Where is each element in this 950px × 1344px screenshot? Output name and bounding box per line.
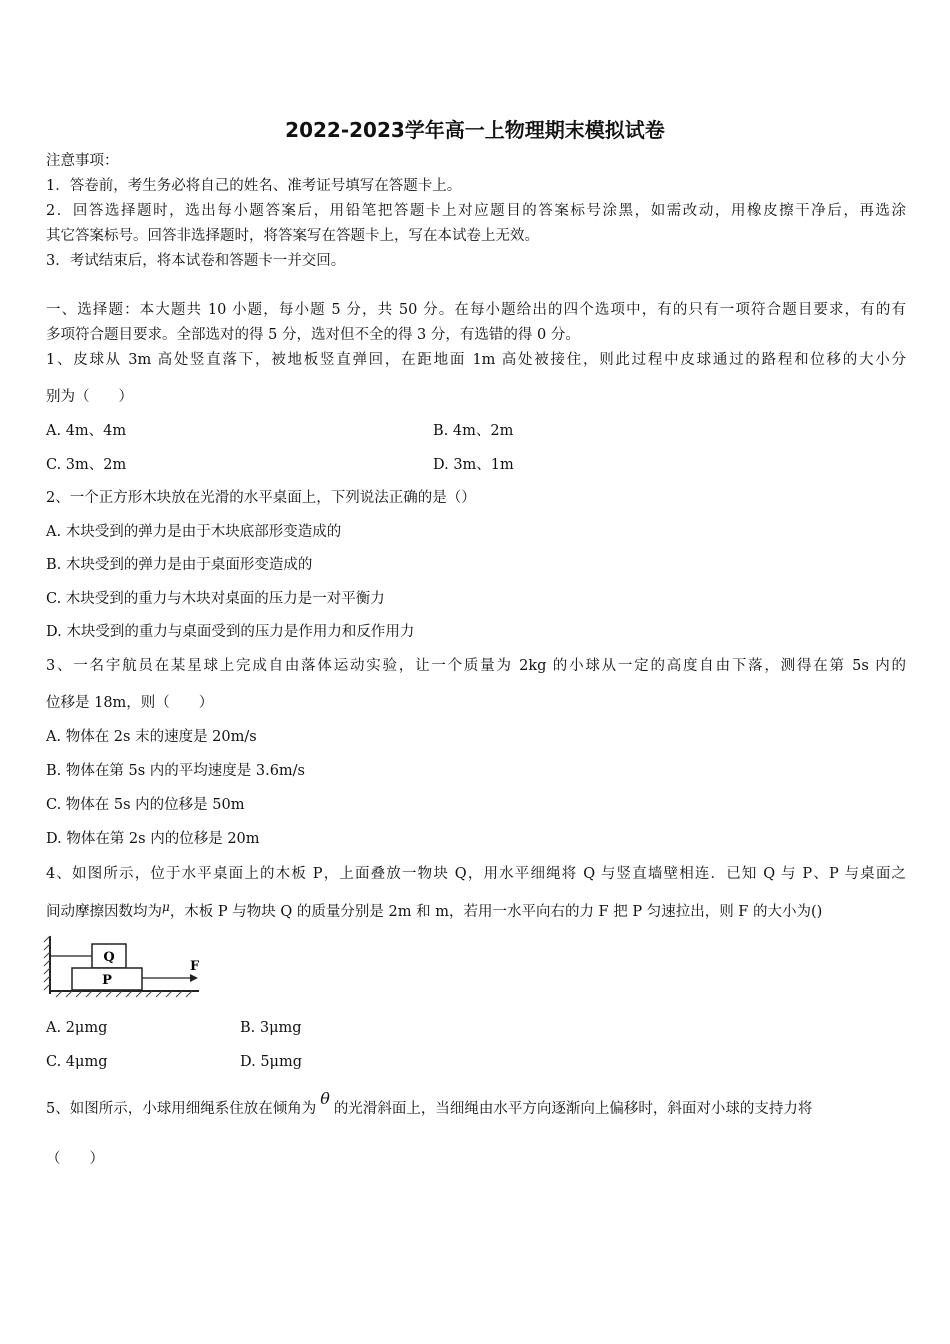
- q2-option-c: C. 木块受到的重力与木块对桌面的压力是一对平衡力: [46, 591, 385, 607]
- theta-symbol: θ: [320, 1089, 330, 1108]
- q4-option-a: A. 2μmg: [46, 1020, 108, 1036]
- section-instructions-line1: 一、选择题：本大题共 10 小题，每小题 5 分，共 50 分。在每小题给出的四个选项中，有的只有一项符合题目要求，有的有: [46, 302, 906, 318]
- q1-option-c: C. 3m、2m: [46, 457, 127, 473]
- force-arrowhead: [190, 974, 198, 982]
- q2-option-b: B. 木块受到的弹力是由于桌面形变造成的: [46, 557, 313, 573]
- board-p-label: P: [102, 973, 112, 988]
- section-instructions-line2: 多项符合题目要求。全部选对的得 5 分，选对但不全的得 3 分，有选错的得 0 分。: [46, 327, 580, 343]
- q5-stem-line1: [46, 1089, 813, 1119]
- mu-symbol: μ: [162, 900, 170, 914]
- q4-figure: [44, 934, 204, 1002]
- block-q-label: Q: [103, 950, 115, 965]
- q1-option-b: B. 4m、2m: [433, 423, 514, 439]
- q3-stem-line2: 位移是 18m，则（ ）: [46, 695, 214, 711]
- q1-option-a: A. 4m、4m: [46, 423, 127, 439]
- notice-item-3: 3．考试结束后，将本试卷和答题卡一并交回。: [46, 253, 346, 269]
- q5-stem-line1-a: 5、如图所示，小球用细绳系住放在倾角为: [46, 1101, 317, 1117]
- q4-option-c: C. 4μmg: [46, 1054, 108, 1070]
- q1-option-d: D. 3m、1m: [433, 457, 514, 473]
- q2-option-a: A. 木块受到的弹力是由于木块底部形变造成的: [46, 524, 342, 540]
- page-title: 2022-2023学年高一上物理期末模拟试卷: [285, 118, 665, 142]
- force-label: F: [190, 959, 200, 974]
- q4-option-d: D. 5μmg: [240, 1054, 303, 1070]
- q4-stem-line2-a: 间动摩擦因数均为: [46, 904, 162, 920]
- q3-stem-line1: 3、一名宇航员在某星球上完成自由落体运动实验，让一个质量为 2kg 的小球从一定的高度自由下落，测得在第 5s 内的: [46, 658, 906, 674]
- notice-item-1: 1．答卷前，考生务必将自己的姓名、准考证号填写在答题卡上。: [46, 178, 462, 194]
- notice-heading: 注意事项：: [46, 153, 119, 169]
- q3-option-b: B. 物体在第 5s 内的平均速度是 3.6m/s: [46, 763, 306, 779]
- q4-stem-line2: [46, 902, 822, 922]
- q4-stem-line2-b: ，木板 P 与物块 Q 的质量分别是 2m 和 m，若用一水平向右的力 F 把 P 匀速拉出，则 F 的大小为(): [169, 904, 823, 920]
- q2-stem: 2、一个正方形木块放在光滑的水平桌面上，下列说法正确的是（）: [46, 490, 476, 506]
- q3-option-a: A. 物体在 2s 末的速度是 20m/s: [46, 729, 257, 745]
- q4-option-b: B. 3μmg: [240, 1020, 302, 1036]
- q5-stem-line2: （ ）: [46, 1151, 104, 1167]
- q3-option-c: C. 物体在 5s 内的位移是 50m: [46, 797, 245, 813]
- notice-item-2: 2．回答选择题时，选出每小题答案后，用铅笔把答题卡上对应题目的答案标号涂黑，如需改动，用橡皮擦干净后，再选涂: [46, 203, 906, 219]
- q2-option-d: D. 木块受到的重力与桌面受到的压力是作用力和反作用力: [46, 624, 415, 640]
- q5-stem-line1-b: 的光滑斜面上，当细绳由水平方向逐渐向上偏移时，斜面对小球的支持力将: [333, 1101, 813, 1117]
- q3-option-d: D. 物体在第 2s 内的位移是 20m: [46, 831, 260, 847]
- q1-stem-line1: 1、皮球从 3m 高处竖直落下，被地板竖直弹回，在距地面 1m 高处被接住，则此过程中皮球通过的路程和位移的大小分: [46, 352, 906, 368]
- notice-item-2-cont: 其它答案标号。回答非选择题时，将答案写在答题卡上，写在本试卷上无效。: [46, 228, 539, 244]
- q1-stem-line2: 别为（ ）: [46, 389, 133, 405]
- q4-stem-line1: 4、如图所示，位于水平桌面上的木板 P，上面叠放一物块 Q，用水平细绳将 Q 与竖直墙壁相连．已知 Q 与 P、P 与桌面之: [46, 866, 906, 882]
